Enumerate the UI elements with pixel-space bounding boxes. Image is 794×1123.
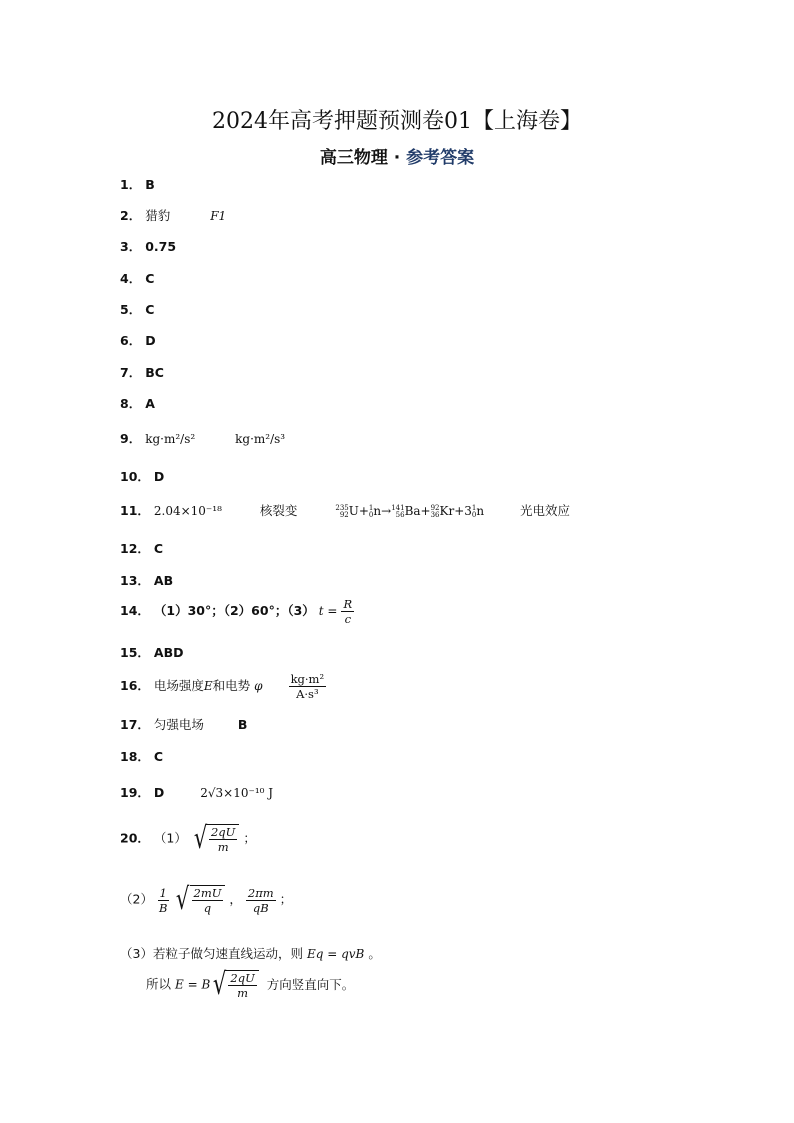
answer-13: 13． AB — [120, 573, 174, 588]
subtitle-main: 高三物理 · — [319, 148, 407, 168]
answer-value: AB — [153, 573, 174, 588]
answer-1: 1． B — [120, 177, 155, 192]
fraction: $\frac{R}{c}$ — [343, 597, 353, 626]
answer-19: 19． D 2√3×10⁻¹⁰ J — [120, 785, 274, 800]
unit-fraction: $\frac{\text{kg·m²}}{\text{A·s³}}$ — [290, 672, 325, 701]
answer-10: 10． D — [120, 469, 165, 484]
answer-6: 6． D — [120, 333, 156, 348]
answer-value: 2.04×10⁻¹⁸ — [153, 504, 222, 518]
answer-3: 3． 0.75 — [120, 239, 177, 254]
answer-14: 14． （1）30°；（2）60°；（3） t = $\frac{R}{c}$ — [120, 597, 353, 626]
page-subtitle — [0, 143, 794, 168]
answer-extra: F1 — [210, 209, 227, 223]
answer-value: C — [153, 749, 164, 764]
answer-value: C — [153, 541, 164, 556]
sqrt-expression: √ $\frac{2mU}{q}$ — [173, 885, 225, 915]
answer-4: 4． C — [120, 271, 155, 286]
answer-8: 8． A — [120, 396, 155, 411]
answer-11: 11． 2.04×10⁻¹⁸ 核裂变 235 92 U+ 1 0 n→ 141 56 Ba+ 92 36 Kr+3 1 0 n 光电效应 — [120, 503, 570, 519]
fraction: $\frac{2\pi m}{qB}$ — [247, 885, 274, 915]
answer-15: 15． ABD — [120, 645, 184, 660]
answer-value: BC — [145, 365, 164, 380]
answer-12: 12． C — [120, 541, 164, 556]
fission-equation: 235 92 U+ 1 0 n→ 141 56 Ba+ 92 36 Kr+3 1 0 n — [335, 503, 485, 519]
answer-17: 17． 匀强电场 B — [120, 717, 248, 732]
answer-2: 2． 猎豹 F1 — [120, 208, 227, 223]
sqrt-expression: √ $\frac{2qU}{m}$ — [191, 824, 240, 854]
answer-18: 18． C — [120, 749, 164, 764]
answer-value: C — [145, 271, 155, 286]
subtitle-accent: 参考答案 — [406, 148, 475, 168]
sqrt-expression: √ $\frac{2qU}{m}$ — [210, 970, 259, 1000]
answer-5: 5． C — [120, 302, 155, 317]
answer-value: C — [145, 302, 155, 317]
page-title: 2024年高考押题预测卷01【上海卷】 — [212, 109, 582, 134]
answer-value: D — [153, 469, 165, 484]
answer-20-part1: 20． （1） √ $\frac{2qU}{m}$ ； — [120, 821, 256, 856]
answer-part2: 核裂变 — [259, 503, 298, 518]
answer-20-part2: （2） $\frac{1}{B}$ √ $\frac{2mU}{q}$ ， $\frac{2\pi m}{qB}$ ； — [120, 882, 293, 917]
answer-9: 9． kg·m²/s² kg·m²/s³ — [120, 431, 286, 446]
answer-value: D — [145, 333, 156, 348]
answer-extra: kg·m²/s³ — [235, 432, 286, 446]
answer-part3: 光电效应 — [519, 503, 570, 518]
answer-extra: B — [237, 717, 248, 732]
answer-value: 匀强电场 — [153, 717, 204, 732]
answer-value: kg·m²/s² — [145, 432, 196, 446]
answer-value: 猎豹 — [145, 208, 171, 223]
answer-20-part3: （3）若粒子做匀速直线运动，则 Eq = qvB 。 — [120, 946, 381, 961]
answer-16: 16． 电场强度E和电势 φ $\frac{\text{kg·m²}}{\text{A·s³}}$ — [120, 672, 325, 701]
answer-value: ABD — [153, 645, 184, 660]
answer-20-part4: 所以 E = B √ $\frac{2qU}{m}$ 方向竖直向下。 — [146, 967, 355, 1002]
answer-extra: 2√3×10⁻¹⁰ J — [200, 786, 274, 800]
answer-value: 0.75 — [145, 239, 177, 254]
answer-value: B — [145, 177, 155, 192]
fraction: $\frac{1}{B}$ — [158, 885, 168, 915]
answer-value: （1）30°；（2）60°；（3） — [153, 603, 315, 618]
answer-7: 7． BC — [120, 365, 164, 380]
answer-value: A — [145, 396, 155, 411]
answer-value: D — [153, 785, 165, 800]
